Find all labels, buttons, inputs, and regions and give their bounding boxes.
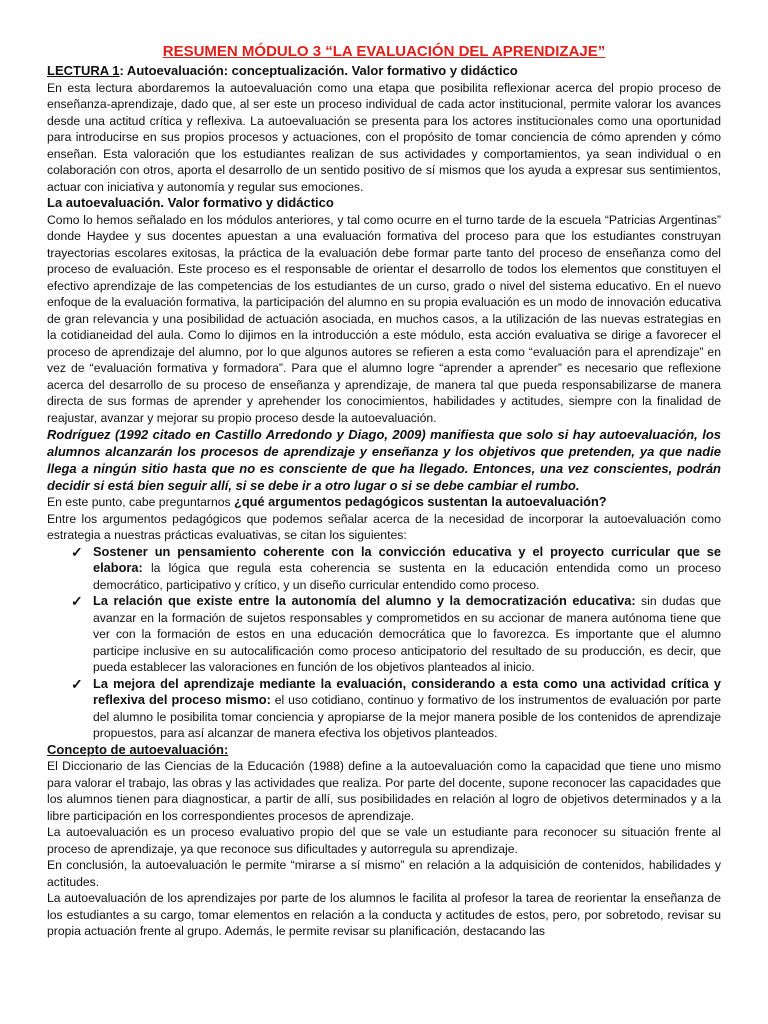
checkmark-icon: ✓ xyxy=(71,543,83,560)
argument-text: el uso cotidiano, continuo y formativo de los instrumentos de evaluación por parte del alumno le posibilita tomar conciencia y apropiarse de la mejor manera posible de los contenidos de aprendizaje propuestos, para así alcanzar de manera efectiva los objetivos planteados. xyxy=(93,693,721,740)
argument-text: sin dudas que avanzar en la formación de sujetos responsables y comprometidos en su accionar de manera autónoma tiene que ver con la formación de estos en una educación democrática que lo favorezca. Es importante que el alumno participe inclusive en su autocalificación como proceso anticipatorio del resultado de su producción, es decir, que pueda establecer las valoraciones en función de los objetivos planteados al inicio. xyxy=(93,594,721,674)
lectura-label: LECTURA 1 xyxy=(47,63,120,78)
arguments-list xyxy=(47,544,721,742)
lectura-subtitle: : Autoevaluación: conceptualización. Valor formativo y didáctico xyxy=(119,63,518,78)
checkmark-icon: ✓ xyxy=(71,675,83,692)
lectura-heading xyxy=(47,63,721,80)
question-text: ¿qué argumentos pedagógicos sustentan la autoevaluación? xyxy=(234,494,607,509)
checkmark-icon: ✓ xyxy=(71,593,83,609)
concept-paragraph: La autoevaluación es un proceso evaluativo propio del que se vale un estudiante para reconocer su situación frente al proceso de aprendizaje, ya que reconoce sus dificultades y autorregula su aprendizaje. xyxy=(47,825,721,856)
argument-bold: La mejora del aprendizaje mediante la evaluación, considerando a esta como una actividad crítica y reflexiva del proceso mismo: xyxy=(93,675,721,707)
argument-bold: Sostener un pensamiento coherente con la convicción educativa y el proyecto curricular que se elabora: xyxy=(93,543,721,575)
document-title: RESUMEN MÓDULO 3 “LA EVALUACIÓN DEL APRENDIZAJE” xyxy=(162,43,606,60)
arguments-intro: Entre los argumentos pedagógicos que podemos señalar acerca de la necesidad de incorporar la autoevaluación como estrategia a nuestras prácticas evaluativas, se citan los siguientes: xyxy=(47,511,721,542)
concept-paragraph: La autoevaluación de los aprendizajes por parte de los alumnos le facilita al profesor la tarea de reorientar la enseñanza de los estudiantes a su cargo, tomar elementos en relación a la conducta y actitudes de estos, pero, por sobretodo, revisar su propia actuación frente al grupo. Además, le permite revisar su planificación, destacando las xyxy=(47,891,721,938)
intro-paragraph: En esta lectura abordaremos la autoevaluación como una etapa que posibilita reflexionar acerca del propio proceso de enseñanza-aprendizaje, dado que, al ser este un proceso individual de cada actor institucional, permite valorar los avances desde una actitud crítica y reflexiva. La autoevaluación se presenta para los actores institucionales como una oportunidad para introducirse en sus propios procesos y actuaciones, con el propósito de tomar conciencia de cómo aprenden y cómo enseñan. Esta valoración que los estudiantes realizan de sus actividades y comportamientos, ya sean individual o en colaboración con otros, aporta el desarrollo de un sentido positivo de sí mismos que los ayuda a expresar sus sentimientos, actuar con iniciativa y autonomía y regular sus emociones. xyxy=(47,80,721,194)
concept-paragraph: El Diccionario de las Ciencias de la Educación (1988) define a la autoevaluación como la capacidad que tiene uno mismo para valorar el trabajo, las obras y las actividades que realiza. Por parte del docente, supone reconocer las capacidades que los alumnos tienen para diagnosticar, a partir de allí, sus posibilidades en relación al logro de objetivos determinados y a la libre participación en los correspondientes procesos de aprendizaje. xyxy=(47,759,721,823)
argument-text: la lógica que regula esta coherencia se sustenta en la educación entendida como un proceso democrático, participativo y crítico, y un diseño curricular entendido como proceso. xyxy=(93,561,721,592)
quote-paragraph: Rodríguez (1992 citado en Castillo Arredondo y Diago, 2009) manifiesta que solo si hay autoevaluación, los alumnos alcanzarán los procesos de aprendizaje y enseñanza y los objetivos que pretenden, ya que nadie llega a ningún sitio hasta que no es consciente de que ha llegado. Entonces, una vez conscientes, podrán decidir si está bien seguir allí, si se debe ir a otro lugar o si se debe cambiar el rumbo. xyxy=(47,427,721,493)
list-item xyxy=(71,544,721,594)
section-paragraph: Como lo hemos señalado en los módulos anteriores, y tal como ocurre en el turno tarde de la escuela “Patricias Argentinas” donde Haydee y sus docentes apuestan a una evaluación formativa del proceso para que los estudiantes construyan trayectorias escolares exitosas, la práctica de la evaluación debe formar parte tanto del proceso de enseñanza como del proceso de evaluación. Este proceso es el responsable de orientar el desarrollo de todos los elementos que constituyen el efectivo aprendizaje de las competencias de los estudiantes de un curso, grado o nivel del sistema educativo. En el nuevo enfoque de la evaluación formativa, la participación del alumno en su propia evaluación es un modo de innovación educativa de gran relevancia y una posibilidad de actuación asociada, en muchos casos, a la utilización de las nuevas estrategias en la cotidianeidad del aula. Como lo dijimos en la introducción a este módulo, esta acción evaluativa se dirige a favorecer el proceso de aprendizaje del alumno, por lo que algunos autores se refieren a esta como “evaluación para el aprendizaje” en vez de “evaluación formativa y formadora”. Para que el alumno logre “aprender a aprender” es necesario que reflexione acerca del desarrollo de su proceso de enseñanza y aprendizaje, de manera tal que pueda responsabilizarse de manera directa de sus formas de aprender y aprehender los conocimientos, habilidades y actitudes, siempre con la finalidad de reajustar, avanzar y mejorar su propio proceso desde la autoevaluación. xyxy=(47,212,721,425)
concept-heading: Concepto de autoevaluación: xyxy=(47,741,229,757)
list-item xyxy=(71,676,721,742)
argument-bold: La relación que existe entre la autonomía del alumno y la democratización educativa: xyxy=(93,593,636,608)
question-paragraph xyxy=(47,494,721,511)
concept-paragraph: En conclusión, la autoevaluación le permite “mirarse a sí mismo” en relación a la adquisición de contenidos, habilidades y actitudes. xyxy=(47,858,721,889)
question-lead: En este punto, cabe preguntarnos xyxy=(47,495,235,509)
list-item xyxy=(71,593,721,676)
section-heading: La autoevaluación. Valor formativo y didáctico xyxy=(47,195,334,210)
